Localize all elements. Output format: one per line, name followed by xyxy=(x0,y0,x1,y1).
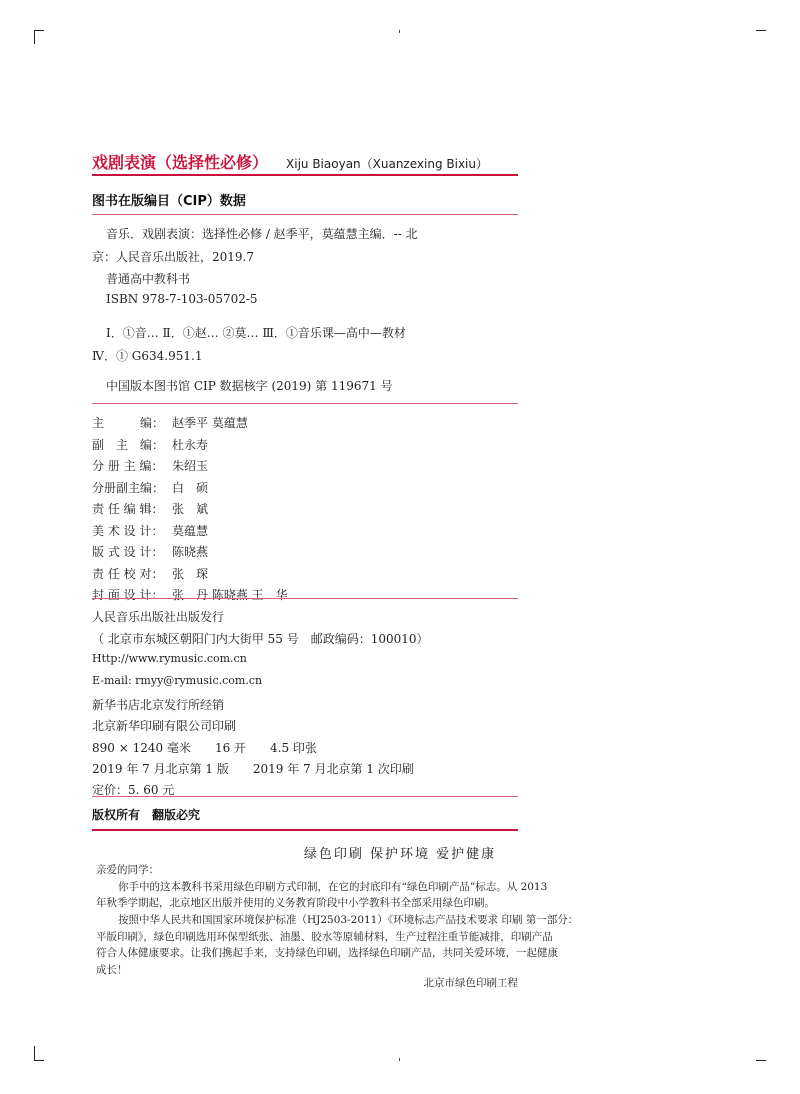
notice-line: 按照中华人民共和国国家环境保护标准（HJ2503-2011）《环境标志产品技术要求 印刷 第一部分： xyxy=(118,914,579,926)
staff-role: 版 式 设 计： xyxy=(92,545,164,559)
staff-names: 杜永寿 xyxy=(172,438,209,452)
crop-mark-top-left xyxy=(34,30,35,44)
publisher-address: （ 北京市东城区朝阳门内大街甲 55 号 邮政编码：100010） xyxy=(92,632,429,646)
staff-names: 朱绍玉 xyxy=(172,459,209,473)
crop-mark-bottom-left xyxy=(34,1060,44,1061)
staff-role: 主 编： xyxy=(92,416,165,430)
book-title: 戏剧表演（选择性必修） xyxy=(92,153,269,172)
divider xyxy=(92,598,518,599)
staff-role: 美 术 设 计： xyxy=(92,524,164,538)
staff-row xyxy=(92,457,208,474)
divider xyxy=(92,829,518,831)
center-tick-bottom xyxy=(399,1058,400,1061)
staff-row xyxy=(92,586,288,603)
staff-row xyxy=(92,479,208,496)
notice-line: 成长！ xyxy=(96,964,128,976)
publisher-line: 2019 年 7 月北京第 1 版 2019 年 7 月北京第 1 次印刷 xyxy=(92,762,414,776)
page-header xyxy=(92,150,518,173)
staff-row xyxy=(92,436,208,453)
staff-names: 张 琛 xyxy=(172,567,209,581)
publisher-line: 人民音乐出版社出版发行 xyxy=(92,610,225,624)
green-notice-title: 绿色印刷 保护环境 爱护健康 xyxy=(303,847,497,862)
cip-line: ISBN 978-7-103-05702-5 xyxy=(106,292,258,306)
cip-heading: 图书在版编目（CIP）数据 xyxy=(92,194,246,209)
divider xyxy=(92,403,518,404)
crop-mark-top-right xyxy=(756,30,766,31)
cip-line: Ⅰ．①音… Ⅱ．①赵… ②莫… Ⅲ．①音乐课—高中—教材 xyxy=(106,326,406,340)
crop-mark-top-left xyxy=(34,30,44,31)
copyright-notice: 版权所有 翻版必究 xyxy=(92,808,201,822)
staff-role: 分册副主编： xyxy=(92,481,165,495)
divider xyxy=(92,214,518,215)
publisher-line: 新华书店北京发行所经销 xyxy=(92,698,225,712)
notice-greeting: 亲爱的同学： xyxy=(96,864,159,876)
cip-number: 中国版本图书馆 CIP 数据核字 (2019) 第 119671 号 xyxy=(106,379,393,393)
staff-row xyxy=(92,414,248,431)
staff-names: 张 斌 xyxy=(172,502,209,516)
cip-line: 普通高中教科书 xyxy=(106,272,191,286)
divider xyxy=(92,796,518,797)
notice-line: 年秋季学期起，北京地区出版并使用的义务教育阶段中小学教科书全部采用绿色印刷。 xyxy=(96,897,495,909)
notice-line: 平版印刷》，绿色印刷选用环保型纸张、油墨、胶水等原辅材料，生产过程注重节能减排，印刷产品 xyxy=(96,931,553,943)
publisher-line: 北京新华印刷有限公司印刷 xyxy=(92,719,237,733)
staff-names: 莫蕴慧 xyxy=(172,524,209,538)
staff-names: 赵季平 莫蕴慧 xyxy=(172,416,248,430)
notice-line: 你手中的这本教科书采用绿色印刷方式印制，在它的封底印有“绿色印刷产品”标志。从 2013 xyxy=(118,881,548,893)
staff-role: 分 册 主 编： xyxy=(92,459,164,473)
cip-line: 京：人民音乐出版社，2019.7 xyxy=(92,250,254,264)
publisher-email: E-mail: rmyy@rymusic.com.cn xyxy=(92,674,263,687)
book-title-pinyin: Xiju Biaoyan（Xuanzexing Bixiu） xyxy=(286,157,488,171)
staff-row xyxy=(92,522,208,539)
publisher-website: Http://www.rymusic.com.cn xyxy=(92,652,247,665)
price: 定价：5. 60 元 xyxy=(92,783,175,797)
staff-role: 责 任 校 对： xyxy=(92,567,164,581)
crop-mark-bottom-left xyxy=(34,1046,35,1060)
notice-signature: 北京市绿色印刷工程 xyxy=(423,977,518,989)
staff-role: 副 主 编： xyxy=(92,438,165,452)
cip-line: 音乐．戏剧表演：选择性必修 / 赵季平，莫蕴慧主编．-- 北 xyxy=(106,227,418,241)
staff-role: 责 任 编 辑： xyxy=(92,502,164,516)
staff-row xyxy=(92,543,208,560)
crop-mark-bottom-right xyxy=(756,1060,766,1061)
staff-row xyxy=(92,500,208,517)
staff-role: 封 面 设 计： xyxy=(92,588,164,602)
staff-row xyxy=(92,565,208,582)
notice-line: 符合人体健康要求。让我们携起手来，支持绿色印刷，选择绿色印刷产品，共同关爱环境，一起健康 xyxy=(96,947,558,959)
staff-names: 张 丹 陈晓燕 王 华 xyxy=(172,588,288,602)
staff-names: 陈晓燕 xyxy=(172,545,209,559)
publisher-line: 890 × 1240 毫米 16 开 4.5 印张 xyxy=(92,741,317,755)
staff-names: 白 硕 xyxy=(172,481,209,495)
divider xyxy=(92,174,518,176)
center-tick-top xyxy=(399,30,400,33)
cip-line: Ⅳ．① G634.951.1 xyxy=(92,349,203,363)
